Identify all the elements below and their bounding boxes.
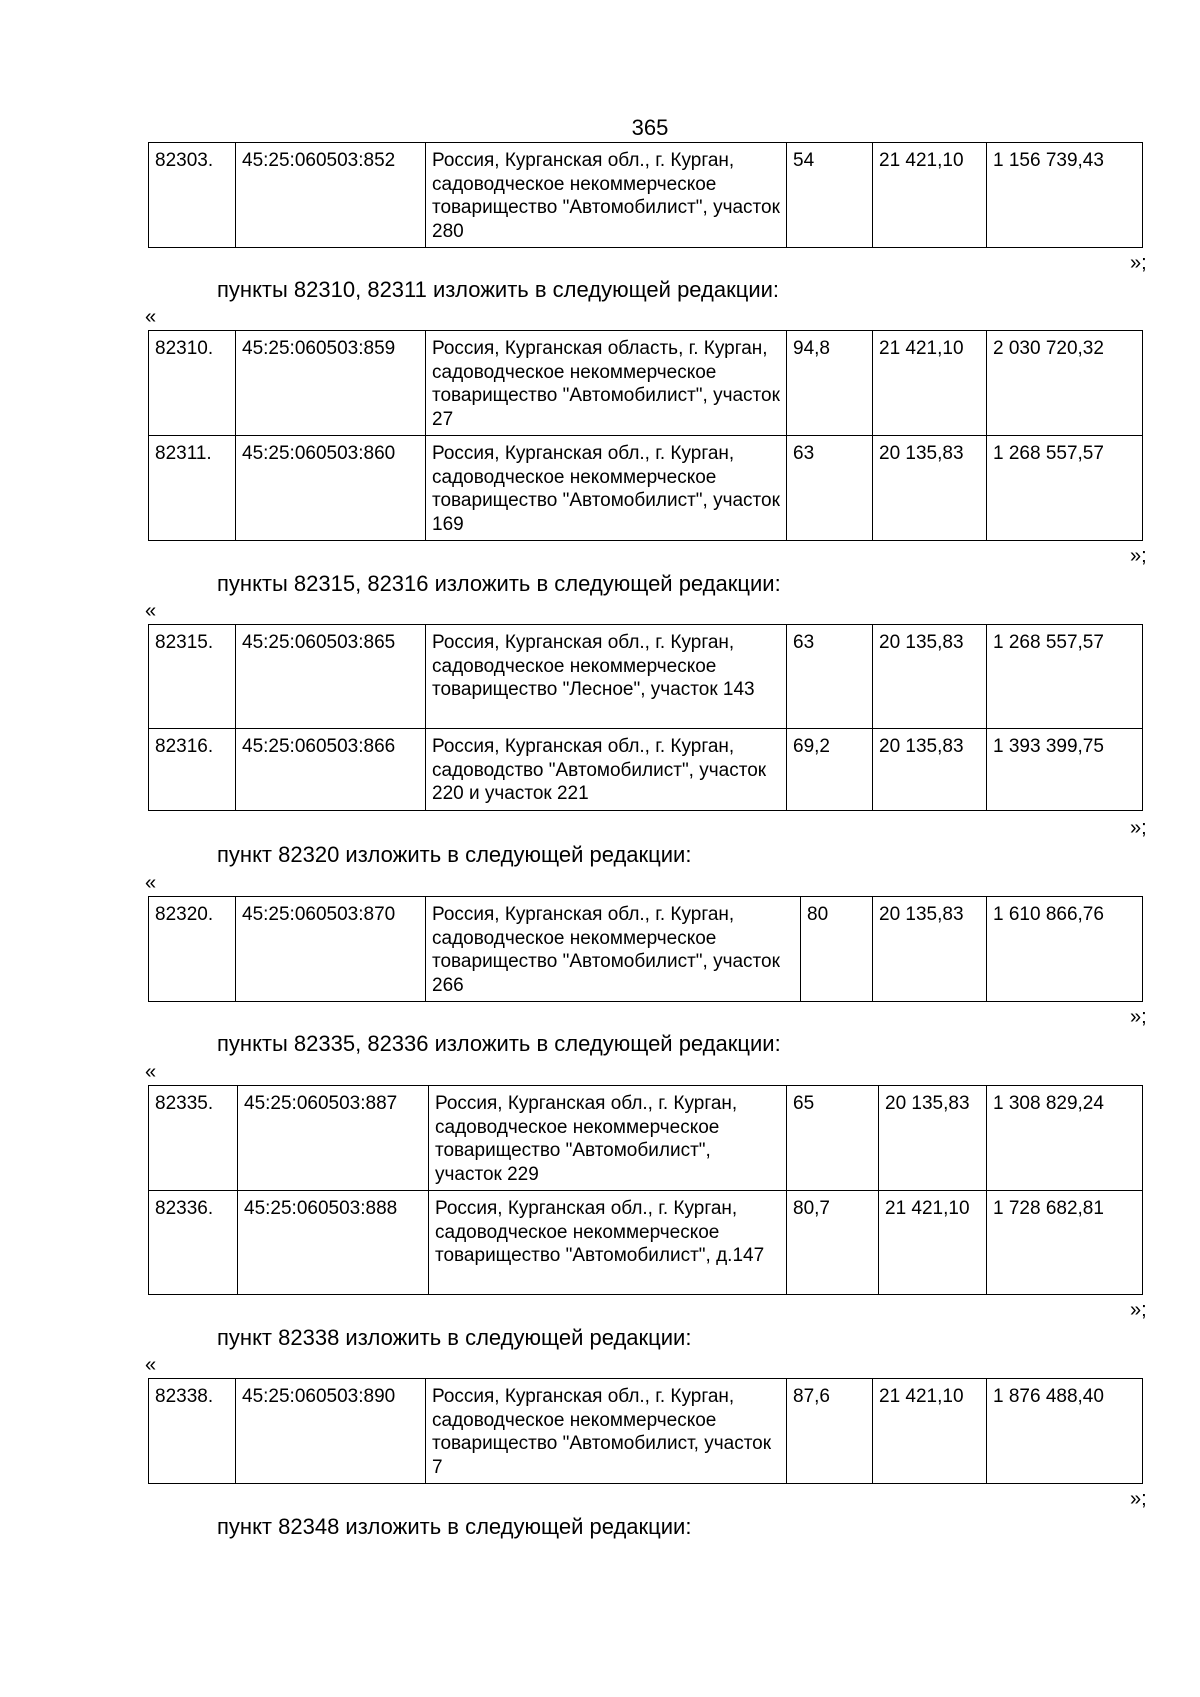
address: Россия, Курганская обл., г. Курган, садоводство "Автомобилист", участок 220 и участок 221	[426, 729, 787, 811]
table-row	[149, 1086, 1143, 1191]
total: 2 030 720,32	[987, 331, 1143, 436]
area: 65	[787, 1086, 879, 1191]
table-row	[149, 331, 1143, 436]
total: 1 876 488,40	[987, 1379, 1143, 1484]
closing-quote: »;	[1130, 545, 1147, 567]
row-number: 82316.	[149, 729, 236, 811]
opening-quote: «	[145, 872, 157, 894]
total: 1 610 866,76	[987, 897, 1143, 1002]
area: 69,2	[787, 729, 873, 811]
cadastral-number: 45:25:060503:860	[236, 436, 426, 541]
opening-quote: «	[145, 306, 157, 328]
area: 63	[787, 436, 873, 541]
price: 20 135,83	[873, 729, 987, 811]
registry-table	[148, 1085, 1143, 1295]
table-row	[149, 729, 1143, 811]
area: 54	[787, 143, 873, 248]
instruction-text: пункт 82338 изложить в следующей редакции:	[217, 1325, 692, 1350]
price: 20 135,83	[873, 436, 987, 541]
total: 1 728 682,81	[987, 1191, 1143, 1295]
registry-table	[148, 330, 1143, 541]
closing-quote: »;	[1130, 1488, 1147, 1510]
address: Россия, Курганская обл., г. Курган, садоводческое некоммерческое товарищество "Автомобилист, участок 7	[426, 1379, 787, 1484]
price: 20 135,83	[873, 897, 987, 1002]
row-number: 82311.	[149, 436, 236, 541]
row-number: 82335.	[149, 1086, 238, 1191]
row-number: 82303.	[149, 143, 236, 248]
cadastral-number: 45:25:060503:887	[238, 1086, 429, 1191]
total: 1 268 557,57	[987, 625, 1143, 729]
cadastral-number: 45:25:060503:852	[236, 143, 426, 248]
closing-quote: »;	[1130, 817, 1147, 839]
table-row	[149, 897, 1143, 1002]
row-number: 82310.	[149, 331, 236, 436]
address: Россия, Курганская обл., г. Курган, садоводческое некоммерческое товарищество "Автомобилист", участок 229	[429, 1086, 787, 1191]
table-row	[149, 625, 1143, 729]
cadastral-number: 45:25:060503:890	[236, 1379, 426, 1484]
opening-quote: «	[145, 1354, 157, 1376]
address: Россия, Курганская область, г. Курган, садоводческое некоммерческое товарищество "Автомобилист", участок 27	[426, 331, 787, 436]
closing-quote: »;	[1130, 252, 1147, 274]
price: 21 421,10	[873, 331, 987, 436]
registry-table	[148, 896, 1143, 1002]
registry-table-top	[148, 142, 1143, 248]
address: Россия, Курганская обл., г. Курган, садоводческое некоммерческое товарищество "Автомобилист", участок 280	[426, 143, 787, 248]
opening-quote: «	[145, 600, 157, 622]
cadastral-number: 45:25:060503:866	[236, 729, 426, 811]
table-row	[149, 143, 1143, 248]
area: 63	[787, 625, 873, 729]
registry-table	[148, 624, 1143, 811]
instruction-text: пункт 82348 изложить в следующей редакции:	[217, 1514, 692, 1539]
price: 20 135,83	[879, 1086, 987, 1191]
row-number: 82338.	[149, 1379, 236, 1484]
address: Россия, Курганская обл., г. Курган, садоводческое некоммерческое товарищество "Автомобилист", д.147	[429, 1191, 787, 1295]
table-row	[149, 436, 1143, 541]
total: 1 308 829,24	[987, 1086, 1143, 1191]
instruction-text: пункт 82320 изложить в следующей редакции:	[217, 842, 692, 867]
registry-table	[148, 1378, 1143, 1484]
row-number: 82320.	[149, 897, 236, 1002]
cadastral-number: 45:25:060503:859	[236, 331, 426, 436]
total: 1 393 399,75	[987, 729, 1143, 811]
page-number: 365	[631, 115, 669, 140]
cadastral-number: 45:25:060503:865	[236, 625, 426, 729]
total: 1 156 739,43	[987, 143, 1143, 248]
price: 20 135,83	[873, 625, 987, 729]
address: Россия, Курганская обл., г. Курган, садоводческое некоммерческое товарищество "Автомобилист", участок 169	[426, 436, 787, 541]
opening-quote: «	[145, 1061, 157, 1083]
price: 21 421,10	[879, 1191, 987, 1295]
address: Россия, Курганская обл., г. Курган, садоводческое некоммерческое товарищество "Автомобилист", участок 266	[426, 897, 801, 1002]
row-number: 82336.	[149, 1191, 238, 1295]
closing-quote: »;	[1130, 1006, 1147, 1028]
instruction-text: пункты 82315, 82316 изложить в следующей редакции:	[217, 571, 781, 596]
area: 87,6	[787, 1379, 873, 1484]
cadastral-number: 45:25:060503:888	[238, 1191, 429, 1295]
area: 80,7	[787, 1191, 879, 1295]
table-row	[149, 1191, 1143, 1295]
cadastral-number: 45:25:060503:870	[236, 897, 426, 1002]
closing-quote: »;	[1130, 1299, 1147, 1321]
price: 21 421,10	[873, 143, 987, 248]
area: 80	[801, 897, 873, 1002]
address: Россия, Курганская обл., г. Курган, садоводческое некоммерческое товарищество "Лесное", участок 143	[426, 625, 787, 729]
table-row	[149, 1379, 1143, 1484]
area: 94,8	[787, 331, 873, 436]
instruction-text: пункты 82335, 82336 изложить в следующей редакции:	[217, 1031, 781, 1056]
row-number: 82315.	[149, 625, 236, 729]
instruction-text: пункты 82310, 82311 изложить в следующей редакции:	[217, 277, 780, 302]
total: 1 268 557,57	[987, 436, 1143, 541]
price: 21 421,10	[873, 1379, 987, 1484]
